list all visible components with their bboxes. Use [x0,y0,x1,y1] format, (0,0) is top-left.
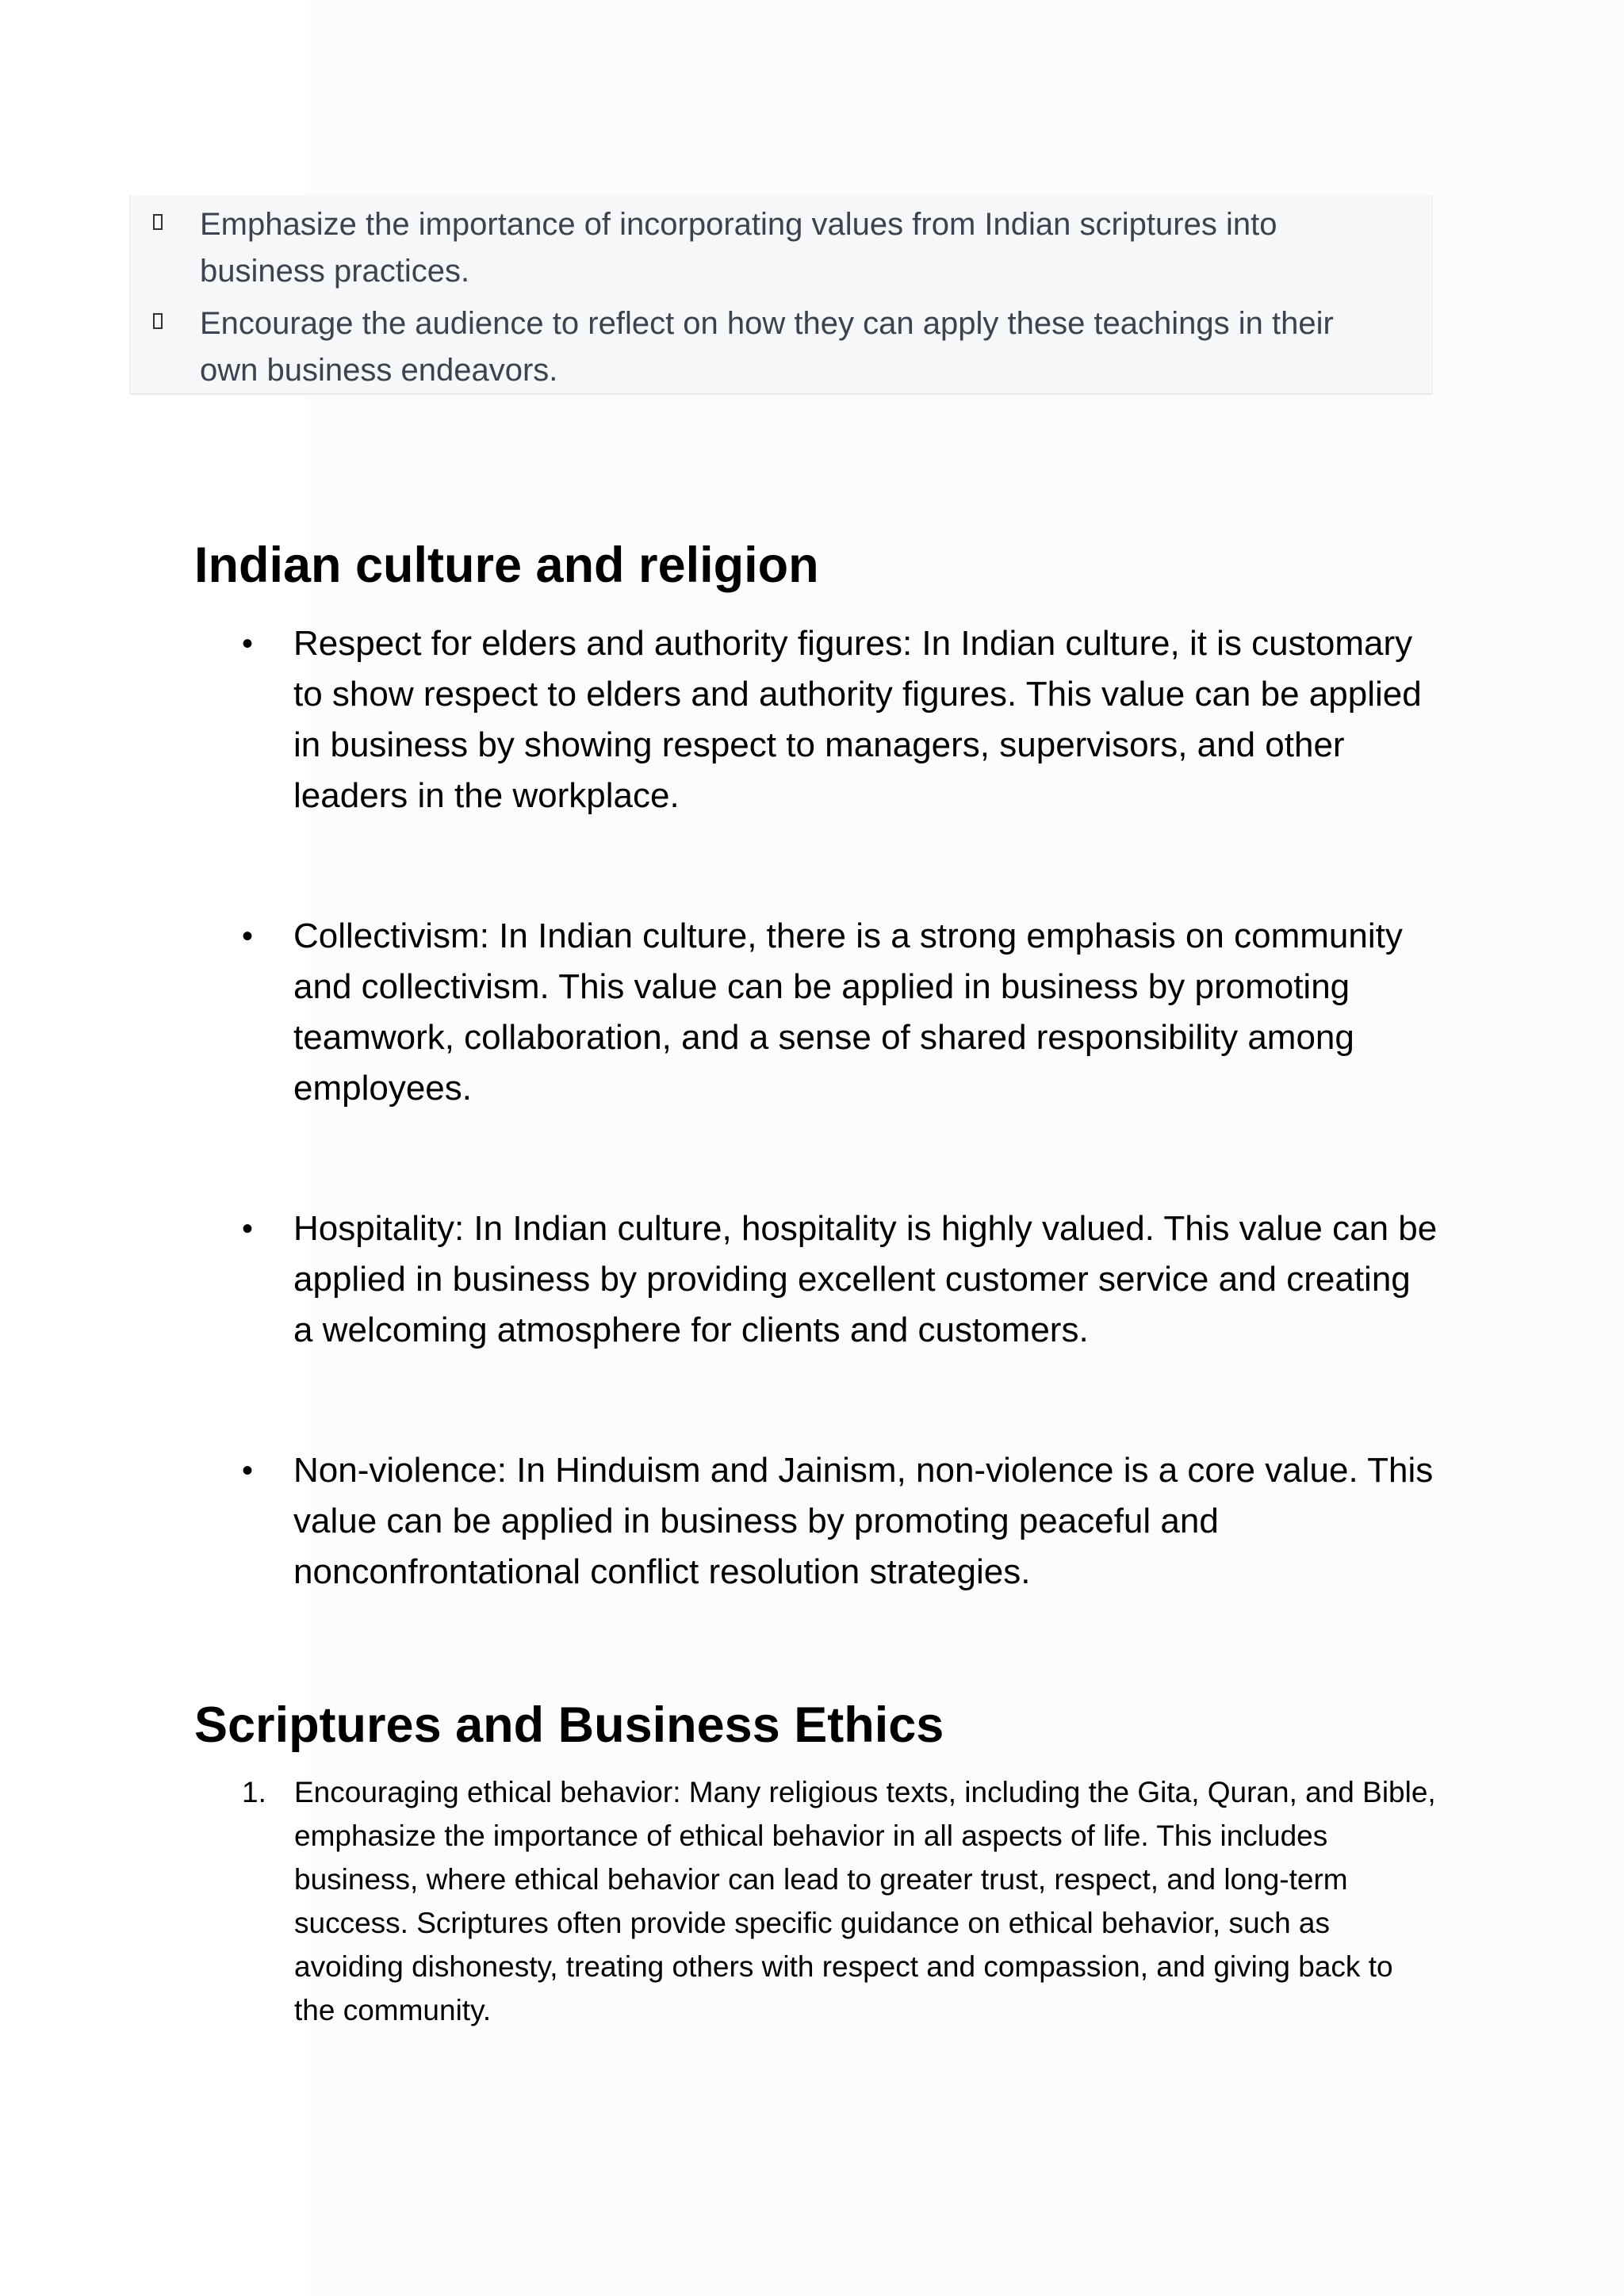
list-item-text: Respect for elders and authority figures: In Indian culture, it is customary to show respect to elders and authority figures. This value can be applied in business by showing respect to managers, supervisors, and other leaders in the workplace. [293,624,1422,815]
callout-item [147,201,1392,295]
missing-glyph-box-icon [153,214,163,230]
bullet-list [242,618,1439,821]
section-title-scriptures-ethics: Scriptures and Business Ethics [194,1697,944,1753]
bullet-marker: • [242,919,254,954]
bullet-marker: • [242,1453,254,1488]
list-item [242,1203,1439,1356]
bullet-marker: • [242,1211,254,1246]
list-item-text: Non-violence: In Hinduism and Jainism, non-violence is a core value. This value can be applied in business by promoting peaceful and nonconfrontational conflict resolution strategies. [293,1451,1434,1591]
callout-item [147,300,1392,394]
list-item [242,618,1439,821]
callout-list [147,201,1392,400]
list-item [242,911,1439,1114]
callout-item-text: Emphasize the importance of incorporating values from Indian scriptures into business practices. [200,207,1277,289]
list-item-text: Hospitality: In Indian culture, hospitality is highly valued. This value can be applied in business by providing excellent customer service and creating a welcoming atmosphere for clients and customers. [293,1209,1438,1349]
list-item [242,1770,1439,2032]
list-item-text: Encouraging ethical behavior: Many religious texts, including the Gita, Quran, and Bible, emphasize the importance of ethical behavior in all aspects of life. This includes business, where ethical behavior can lead to greater trust, respect, and long-term success. Scriptures often provide specific guidance on ethical behavior, such as avoiding dishonesty, treating others with respect and compassion, and giving back to the community. [294,1776,1436,2026]
section-title-indian-culture: Indian culture and religion [194,538,819,593]
numbered-list [242,1770,1439,2032]
bullet-marker: • [242,626,254,661]
list-item-text: Collectivism: In Indian culture, there is a strong emphasis on community and collectivism. This value can be applied in business by promoting teamwork, collaboration, and a sense of shared responsibility among employees. [293,916,1403,1108]
callout-item-text: Encourage the audience to reflect on how they can apply these teachings in their own business endeavors. [200,306,1334,388]
bullet-list [242,1203,1439,1356]
list-item [242,1445,1439,1598]
bullet-list [242,1445,1439,1598]
missing-glyph-box-icon [153,313,163,329]
bullet-list [242,911,1439,1114]
list-number: 1. [242,1776,266,1808]
